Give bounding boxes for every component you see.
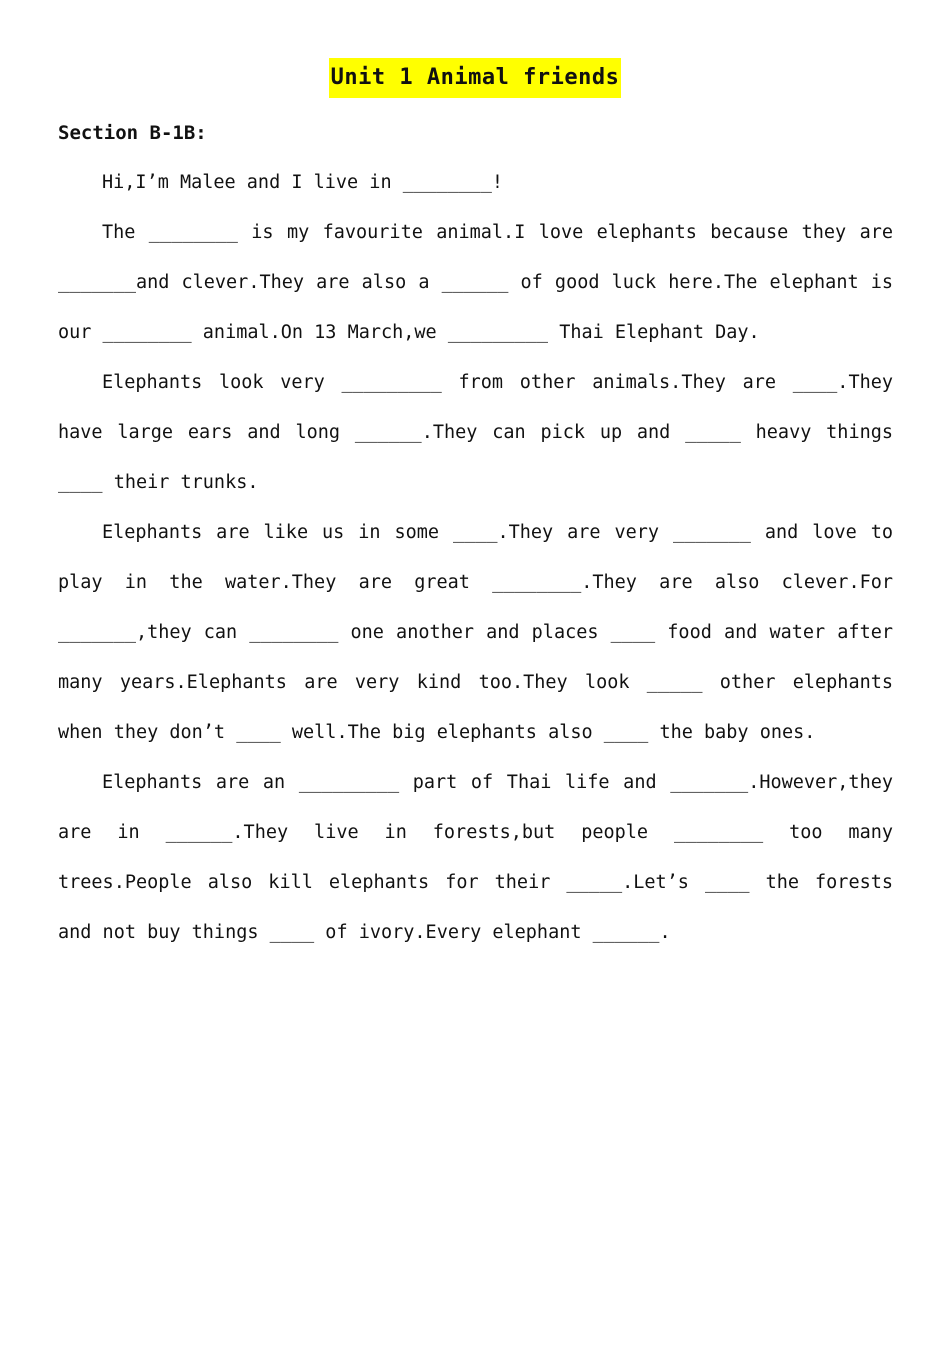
paragraph-favourite-animal: The ________ is my favourite animal.I love elephants because they are _______and clever.They are also a ______ of good luck here.The elephant is our ________ animal.On 13 March,we _________ Thai Elephant Day. <box>58 222 893 343</box>
paragraph-intro: Hi,I’m Malee and I live in ________! <box>102 172 503 193</box>
paragraph-appearance: Elephants look very _________ from other animals.They are ____.They have large ears and long ______.They can pick up and _____ heavy things ____ their trunks. <box>58 372 893 493</box>
page-title: Unit 1 Animal friends <box>329 58 622 98</box>
title-wrap <box>0 58 950 98</box>
passage <box>58 158 893 958</box>
paragraph-danger: Elephants are an _________ part of Thai life and _______.However,they are in ______.They live in forests,but people ________ too many trees.People also kill elephants for their _____.Let’s ____ the forests and not buy things ____ of ivory.Every elephant ______. <box>58 772 893 943</box>
paragraph-behaviour: Elephants are like us in some ____.They are very _______ and love to play in the water.They are great ________.They are also clever.For _______,they can ________ one another and places ____ food and water after many years.Elephants are very kind too.They look _____ other elephants when they don’t ____ well.The big elephants also ____ the baby ones. <box>58 522 893 743</box>
section-label: Section B-1B: <box>58 122 207 144</box>
